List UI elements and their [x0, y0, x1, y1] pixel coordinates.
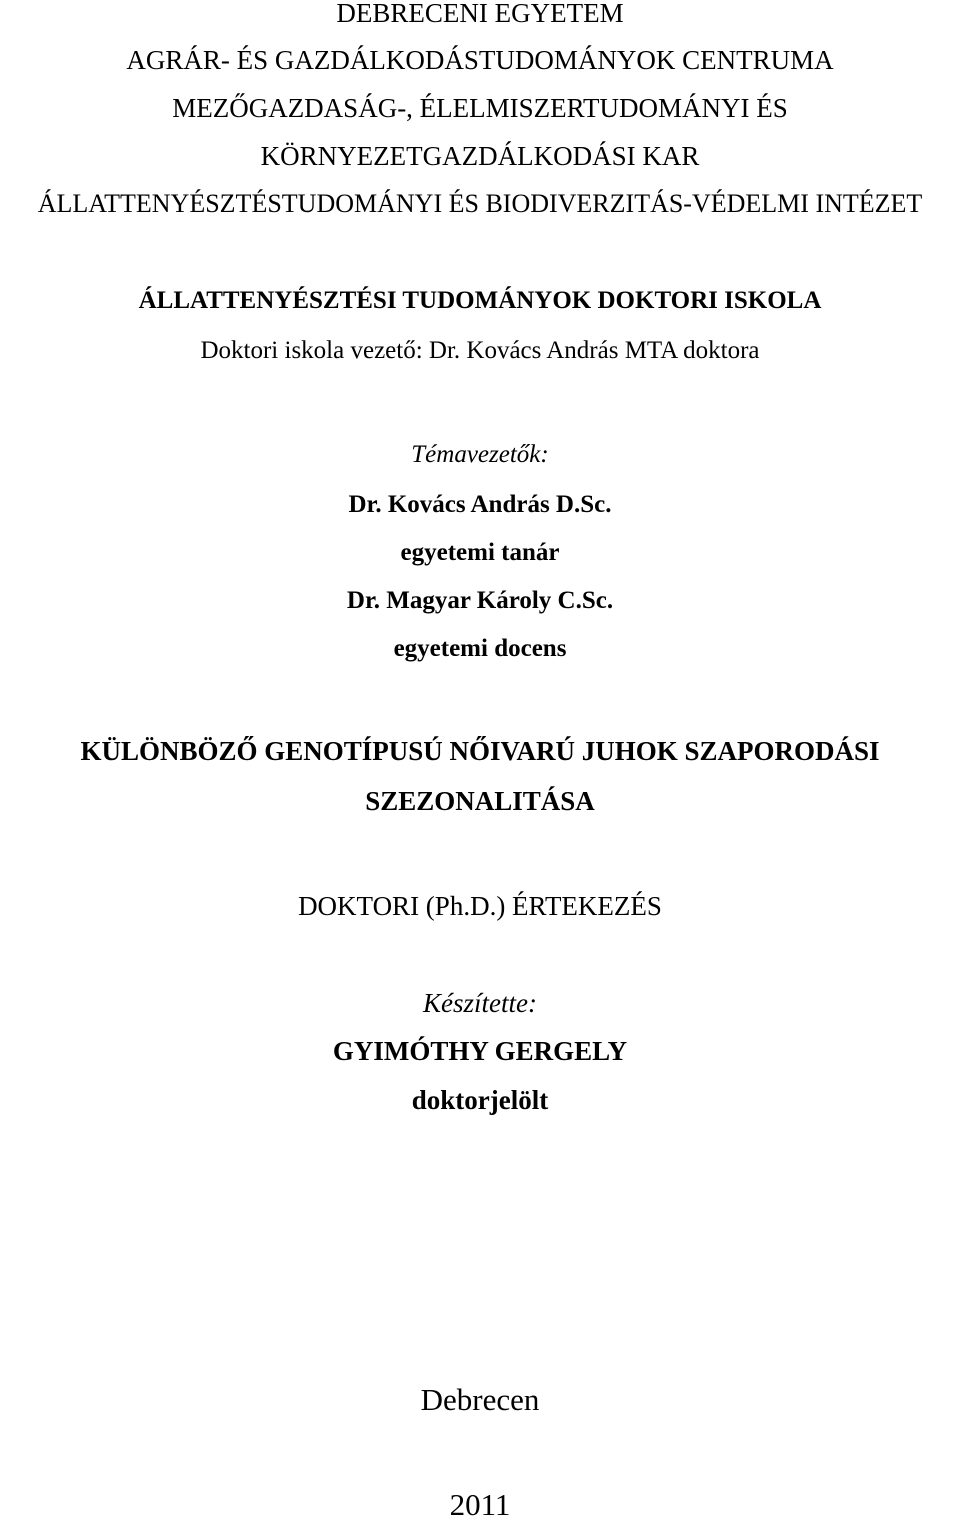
doctoral-school-name: ÁLLATTENYÉSZTÉSI TUDOMÁNYOK DOKTORI ISKOLA — [138, 287, 822, 314]
faculty-name-line2: KÖRNYEZETGAZDÁLKODÁSI KAR — [260, 141, 700, 171]
year: 2011 — [449, 1487, 511, 1522]
author-heading: Készítette: — [423, 988, 537, 1018]
thesis-title-line2: SZEZONALITÁSA — [365, 786, 595, 816]
supervisor-1-name: Dr. Kovács András D.Sc. — [348, 491, 612, 518]
supervisor-2-name: Dr. Magyar Károly C.Sc. — [346, 587, 614, 614]
thesis-title-line1: KÜLÖNBÖZŐ GENOTÍPUSÚ NŐIVARÚ JUHOK SZAPORODÁSI — [80, 736, 880, 766]
city: Debrecen — [420, 1382, 540, 1417]
supervisor-1-title: egyetemi tanár — [400, 539, 560, 566]
author-status: doktorjelölt — [411, 1085, 549, 1115]
supervisor-2-title: egyetemi docens — [393, 635, 567, 662]
thesis-type: DOKTORI (Ph.D.) ÉRTEKEZÉS — [298, 891, 662, 921]
doctoral-school-head: Doktori iskola vezető: Dr. Kovács András MTA doktora — [200, 337, 760, 364]
centre-name: AGRÁR- ÉS GAZDÁLKODÁSTUDOMÁNYOK CENTRUMA — [126, 45, 834, 75]
institute-name: ÁLLATTENYÉSZTÉSTUDOMÁNYI ÉS BIODIVERZITÁS-VÉDELMI INTÉZET — [37, 189, 923, 218]
faculty-name-line1: MEZŐGAZDASÁG-, ÉLELMISZERTUDOMÁNYI ÉS — [172, 93, 788, 123]
university-name: DEBRECENI EGYETEM — [336, 0, 624, 28]
author-name: GYIMÓTHY GERGELY — [332, 1036, 628, 1066]
supervisors-heading: Témavezetők: — [411, 441, 549, 468]
